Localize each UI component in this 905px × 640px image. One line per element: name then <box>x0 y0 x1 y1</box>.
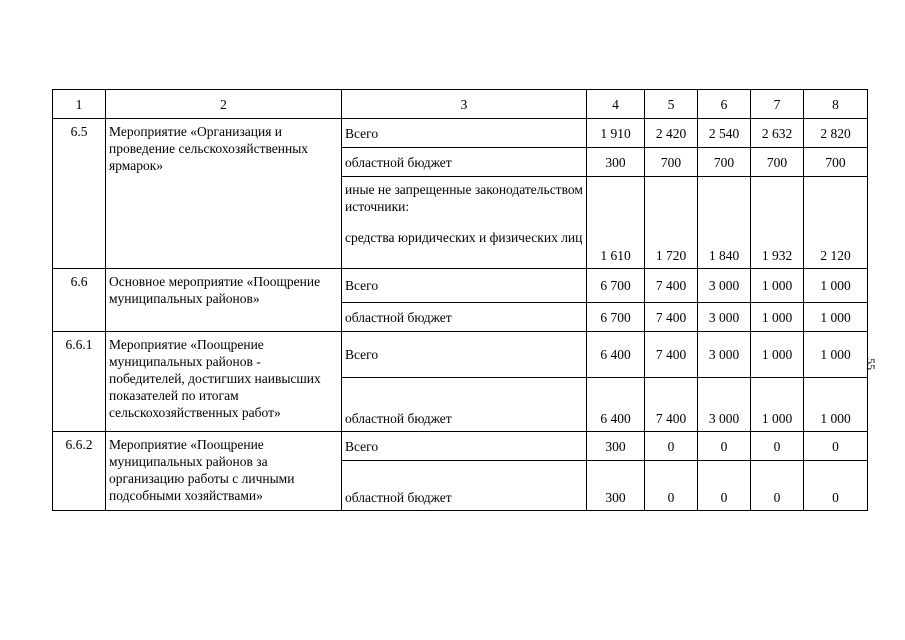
item-name: Основное мероприятие «Поощрение муниципальных районов» <box>106 269 342 332</box>
header-cell: 1 <box>53 90 106 119</box>
header-cell: 7 <box>751 90 804 119</box>
value-cell: 700 <box>645 148 698 177</box>
value-cell: 3 000 <box>698 269 751 303</box>
header-cell: 2 <box>106 90 342 119</box>
value-cell: 1 720 <box>645 177 698 269</box>
source-label: областной бюджет <box>342 378 587 432</box>
source-label: областной бюджет <box>342 148 587 177</box>
value-cell: 1 000 <box>751 303 804 332</box>
header-row <box>53 90 868 119</box>
page-number: 55 <box>864 358 878 370</box>
header-cell: 8 <box>804 90 868 119</box>
value-cell: 1 910 <box>587 119 645 148</box>
value-cell: 2 420 <box>645 119 698 148</box>
source-label <box>342 177 587 269</box>
value-cell: 0 <box>804 432 868 461</box>
value-cell: 6 400 <box>587 378 645 432</box>
value-cell: 7 400 <box>645 303 698 332</box>
value-cell: 1 000 <box>751 269 804 303</box>
table-row <box>53 119 868 148</box>
value-cell: 300 <box>587 148 645 177</box>
value-cell: 1 000 <box>804 269 868 303</box>
header-cell: 3 <box>342 90 587 119</box>
value-cell: 3 000 <box>698 303 751 332</box>
item-number: 6.6.1 <box>53 332 106 432</box>
table-row <box>53 432 868 461</box>
source-label: Всего <box>342 332 587 378</box>
item-number: 6.6.2 <box>53 432 106 511</box>
value-cell: 2 820 <box>804 119 868 148</box>
header-cell: 6 <box>698 90 751 119</box>
value-cell: 0 <box>645 461 698 511</box>
header-cell: 5 <box>645 90 698 119</box>
value-cell: 7 400 <box>645 378 698 432</box>
value-cell: 300 <box>587 461 645 511</box>
value-cell: 700 <box>698 148 751 177</box>
header-cell: 4 <box>587 90 645 119</box>
source-label: Всего <box>342 269 587 303</box>
source-label: областной бюджет <box>342 303 587 332</box>
value-cell: 1 000 <box>804 332 868 378</box>
value-cell: 7 400 <box>645 269 698 303</box>
item-number: 6.6 <box>53 269 106 332</box>
value-cell: 1 840 <box>698 177 751 269</box>
source-label: Всего <box>342 119 587 148</box>
value-cell: 1 932 <box>751 177 804 269</box>
value-cell: 1 000 <box>751 332 804 378</box>
value-cell: 6 700 <box>587 269 645 303</box>
value-cell: 1 000 <box>751 378 804 432</box>
value-cell: 2 120 <box>804 177 868 269</box>
value-cell: 3 000 <box>698 332 751 378</box>
value-cell: 0 <box>804 461 868 511</box>
source-label: Всего <box>342 432 587 461</box>
value-cell: 7 400 <box>645 332 698 378</box>
value-cell: 0 <box>698 432 751 461</box>
source-label-part: средства юридических и физических лиц <box>345 230 583 245</box>
table-row <box>53 332 868 378</box>
value-cell: 6 400 <box>587 332 645 378</box>
table-row <box>53 269 868 303</box>
value-cell: 0 <box>751 461 804 511</box>
value-cell: 700 <box>804 148 868 177</box>
item-name: Мероприятие «Поощрение муниципальных районов - победителей, достигших наивысших показателей по итогам сельскохозяйственных работ» <box>106 332 342 432</box>
value-cell: 0 <box>645 432 698 461</box>
value-cell: 3 000 <box>698 378 751 432</box>
value-cell: 2 632 <box>751 119 804 148</box>
item-name: Мероприятие «Организация и проведение сельскохозяйственных ярмарок» <box>106 119 342 269</box>
item-number: 6.5 <box>53 119 106 269</box>
source-label: областной бюджет <box>342 461 587 511</box>
value-cell: 2 540 <box>698 119 751 148</box>
value-cell: 0 <box>698 461 751 511</box>
value-cell: 700 <box>751 148 804 177</box>
value-cell: 6 700 <box>587 303 645 332</box>
value-cell: 1 000 <box>804 378 868 432</box>
item-name: Мероприятие «Поощрение муниципальных районов за организацию работы с личными подсобными хозяйствами» <box>106 432 342 511</box>
value-cell: 1 610 <box>587 177 645 269</box>
value-cell: 0 <box>751 432 804 461</box>
value-cell: 300 <box>587 432 645 461</box>
value-cell: 1 000 <box>804 303 868 332</box>
budget-table <box>52 89 868 511</box>
source-label-part: иные не запрещенные законодательством источники: <box>345 182 583 214</box>
